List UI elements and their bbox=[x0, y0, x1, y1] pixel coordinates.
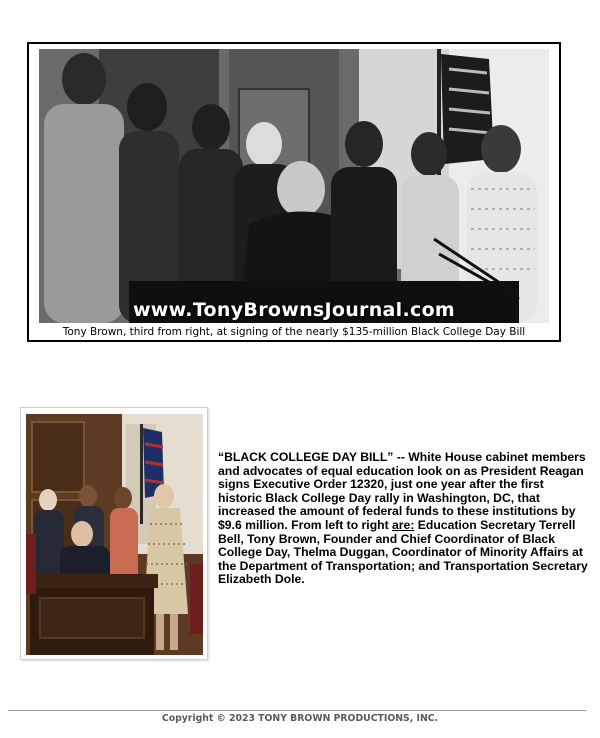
footer-divider bbox=[8, 710, 586, 711]
description-text-end: Education Secretary Terrell Bell, Tony Brown, Founder and Chief Coordinator of Black College Day, Thelma Duggan, Coordinator of Minority Affairs at the Department of Transportation; and Transportation Secretary Elizabeth Dole. bbox=[218, 517, 588, 587]
top-photo-frame bbox=[27, 42, 561, 342]
lower-photo-frame bbox=[20, 407, 208, 660]
website-watermark: www.TonyBrownsJournal.com bbox=[132, 299, 456, 321]
description-underlined-word: are: bbox=[392, 517, 415, 532]
bill-signing-photo-illustration bbox=[39, 49, 549, 323]
photo-description bbox=[218, 451, 588, 587]
copyright-notice: Copyright © 2023 TONY BROWN PRODUCTIONS, INC. bbox=[161, 713, 439, 724]
bill-signing-photo-bw bbox=[39, 49, 549, 323]
description-text-start: “BLACK COLLEGE DAY BILL” -- White House cabinet members and advocates of equal education look on as President Reagan signs Executive Order 12320, just one year after the first historic Black College Day rally in Washington, DC, that increased the amount of federal funds to these institutions by $9.6 million. From left to right bbox=[218, 450, 586, 532]
top-photo-caption: Tony Brown, third from right, at signing of the nearly $135-million Black College Day Bill bbox=[62, 326, 526, 338]
executive-order-photo-illustration bbox=[26, 414, 203, 655]
executive-order-signing-photo bbox=[26, 414, 203, 655]
